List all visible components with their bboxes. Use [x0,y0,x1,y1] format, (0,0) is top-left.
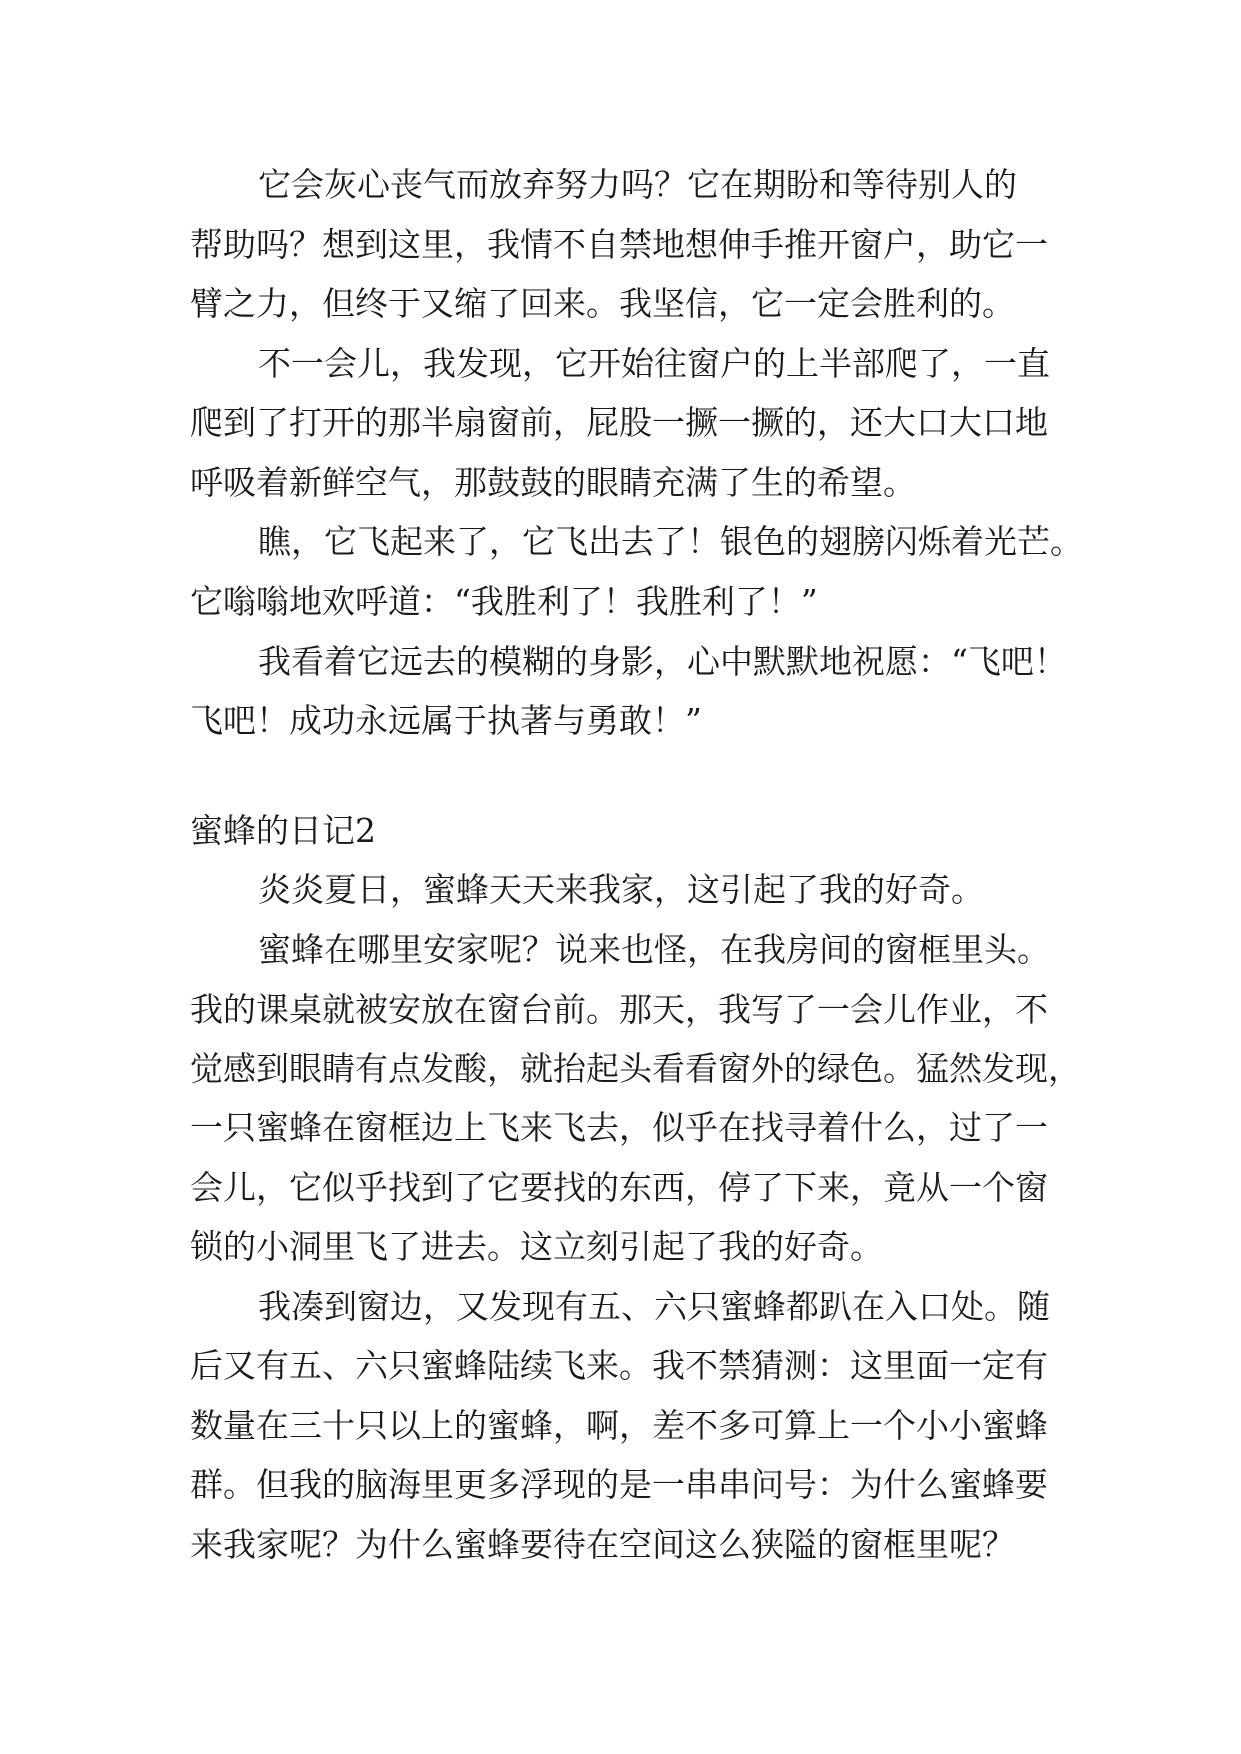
text-line: 飞吧！成功永远属于执著与勇敢！” [190,701,702,740]
text-line: 数量在三十只以上的蜜蜂，啊，差不多可算上一个小小蜜蜂 [190,1406,1048,1445]
section-title: 蜜蜂的日记2 [190,811,376,850]
text-line: 会儿，它似乎找到了它要找的东西，停了下来，竟从一个窗 [190,1168,1048,1207]
text-line: 爬到了打开的那半扇窗前，屁股一撅一撅的，还大口大口地 [190,403,1048,442]
text-line: 我的课桌就被安放在窗台前。那天，我写了一会儿作业，不 [190,990,1048,1029]
text-line: 它嗡嗡地欢呼道：“我胜利了！我胜利了！” [190,582,818,621]
text-line: 我看着它远去的模糊的身影，心中默默地祝愿：“飞吧！ [258,642,1067,681]
text-line: 一只蜜蜂在窗框边上飞来飞去，似乎在找寻着什么，过了一 [190,1108,1048,1147]
text-line: 我凑到窗边，又发现有五、六只蜜蜂都趴在入口处。随 [258,1287,1050,1326]
text-line: 呼吸着新鲜空气，那鼓鼓的眼睛充满了生的希望。 [190,463,916,502]
text-line: 不一会儿，我发现，它开始往窗户的上半部爬了，一直 [258,344,1050,383]
text-line: 后又有五、六只蜜蜂陆续飞来。我不禁猜测：这里面一定有 [190,1346,1048,1385]
text-line: 觉感到眼睛有点发酸，就抬起头看看窗外的绿色。猛然发现， [190,1049,1081,1088]
text-line: 它会灰心丧气而放弃努力吗？它在期盼和等待别人的 [258,165,1017,204]
text-line: 来我家呢？为什么蜜蜂要待在空间这么狭隘的窗框里呢？ [190,1525,1015,1564]
text-line: 瞧，它飞起来了，它飞出去了！银色的翅膀闪烁着光芒。 [258,522,1083,561]
text-line: 炎炎夏日，蜜蜂天天来我家，这引起了我的好奇。 [258,870,984,909]
text-line: 帮助吗？想到这里，我情不自禁地想伸手推开窗户，助它一 [190,225,1048,264]
text-line: 臂之力，但终于又缩了回来。我坚信，它一定会胜利的。 [190,284,1015,323]
text-line: 群。但我的脑海里更多浮现的是一串串问号：为什么蜜蜂要 [190,1465,1048,1504]
text-line: 锁的小洞里飞了进去。这立刻引起了我的好奇。 [190,1227,883,1266]
text-line: 蜜蜂在哪里安家呢？说来也怪，在我房间的窗框里头。 [258,930,1050,969]
